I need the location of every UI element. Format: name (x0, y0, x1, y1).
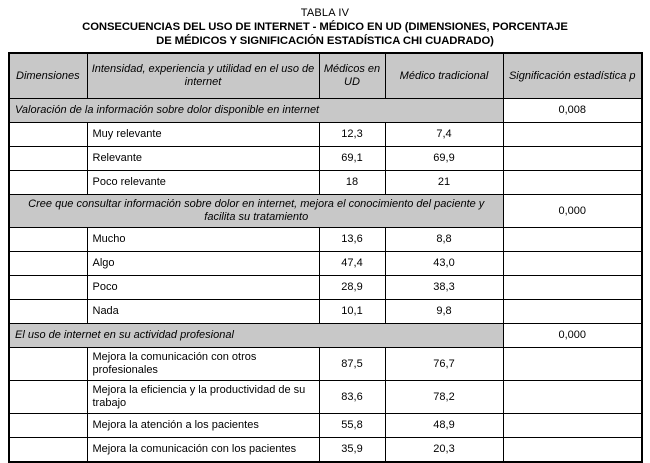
table-row (9, 228, 642, 252)
row-value-trad: 69,9 (385, 147, 503, 171)
row-value-ud: 87,5 (319, 348, 385, 381)
row-dimension-empty (9, 348, 87, 381)
table-row (9, 438, 642, 463)
row-significance-empty (503, 147, 642, 171)
row-value-ud: 28,9 (319, 276, 385, 300)
section-significance-value: 0,000 (503, 195, 642, 228)
table-row (9, 414, 642, 438)
section-header-row (9, 195, 642, 228)
table-row (9, 147, 642, 171)
table-number: TABLA IV (300, 7, 350, 19)
row-value-trad: 20,3 (385, 438, 503, 463)
row-significance-empty (503, 123, 642, 147)
row-significance-empty (503, 348, 642, 381)
table-row (9, 171, 642, 195)
table-caption (8, 6, 642, 48)
header-medicos-ud: Médicos en UD (319, 53, 385, 99)
row-label: Poco (87, 276, 319, 300)
row-dimension-empty (9, 123, 87, 147)
row-significance-empty (503, 300, 642, 324)
row-value-trad: 43,0 (385, 252, 503, 276)
row-value-trad: 76,7 (385, 348, 503, 381)
section-dimension-label: El uso de internet en su actividad profesional (9, 324, 503, 348)
row-label: Mejora la eficiencia y la productividad de su trabajo (87, 381, 319, 414)
row-dimension-empty (9, 147, 87, 171)
row-value-ud: 69,1 (319, 147, 385, 171)
results-table (8, 52, 643, 463)
header-dimensiones: Dimensiones (9, 53, 87, 99)
table-row (9, 123, 642, 147)
row-label: Nada (87, 300, 319, 324)
table-row (9, 381, 642, 414)
row-dimension-empty (9, 228, 87, 252)
row-label: Mejora la comunicación con los pacientes (87, 438, 319, 463)
table-title-line-2: DE MÉDICOS Y SIGNIFICACIÓN ESTADÍSTICA CHI CUADRADO) (156, 35, 494, 47)
row-significance-empty (503, 414, 642, 438)
row-dimension-empty (9, 171, 87, 195)
row-significance-empty (503, 228, 642, 252)
row-label: Mucho (87, 228, 319, 252)
row-value-ud: 35,9 (319, 438, 385, 463)
row-value-trad: 48,9 (385, 414, 503, 438)
row-dimension-empty (9, 300, 87, 324)
row-value-ud: 13,6 (319, 228, 385, 252)
table-title-line-1: CONSECUENCIAS DEL USO DE INTERNET - MÉDICO EN UD (DIMENSIONES, PORCENTAJE (82, 21, 568, 33)
row-significance-empty (503, 252, 642, 276)
row-dimension-empty (9, 414, 87, 438)
row-value-trad: 7,4 (385, 123, 503, 147)
section-header-row (9, 99, 642, 123)
row-value-trad: 78,2 (385, 381, 503, 414)
row-significance-empty (503, 276, 642, 300)
table-row (9, 348, 642, 381)
row-value-trad: 8,8 (385, 228, 503, 252)
section-significance-value: 0,008 (503, 99, 642, 123)
row-significance-empty (503, 381, 642, 414)
row-value-trad: 9,8 (385, 300, 503, 324)
row-dimension-empty (9, 276, 87, 300)
section-significance-value: 0,000 (503, 324, 642, 348)
section-dimension-label: Valoración de la información sobre dolor disponible en internet (9, 99, 503, 123)
row-significance-empty (503, 438, 642, 463)
row-significance-empty (503, 171, 642, 195)
row-dimension-empty (9, 252, 87, 276)
row-value-ud: 83,6 (319, 381, 385, 414)
row-dimension-empty (9, 381, 87, 414)
section-dimension-label: Cree que consultar información sobre dolor en internet, mejora el conocimiento del paciente y facilita su tratamiento (9, 195, 503, 228)
section-header-row (9, 324, 642, 348)
header-intensidad: Intensidad, experiencia y utilidad en el uso de internet (87, 53, 319, 99)
row-value-ud: 47,4 (319, 252, 385, 276)
row-label: Mejora la atención a los pacientes (87, 414, 319, 438)
row-label: Muy relevante (87, 123, 319, 147)
row-dimension-empty (9, 438, 87, 463)
table-row (9, 300, 642, 324)
row-value-ud: 55,8 (319, 414, 385, 438)
row-label: Poco relevante (87, 171, 319, 195)
row-label: Relevante (87, 147, 319, 171)
table-row (9, 252, 642, 276)
header-significacion: Significación estadística p (503, 53, 642, 99)
table-header-row (9, 53, 642, 99)
row-value-trad: 38,3 (385, 276, 503, 300)
row-value-ud: 12,3 (319, 123, 385, 147)
row-value-trad: 21 (385, 171, 503, 195)
row-label: Algo (87, 252, 319, 276)
row-value-ud: 18 (319, 171, 385, 195)
table-row (9, 276, 642, 300)
header-medico-tradicional: Médico tradicional (385, 53, 503, 99)
row-label: Mejora la comunicación con otros profesionales (87, 348, 319, 381)
row-value-ud: 10,1 (319, 300, 385, 324)
